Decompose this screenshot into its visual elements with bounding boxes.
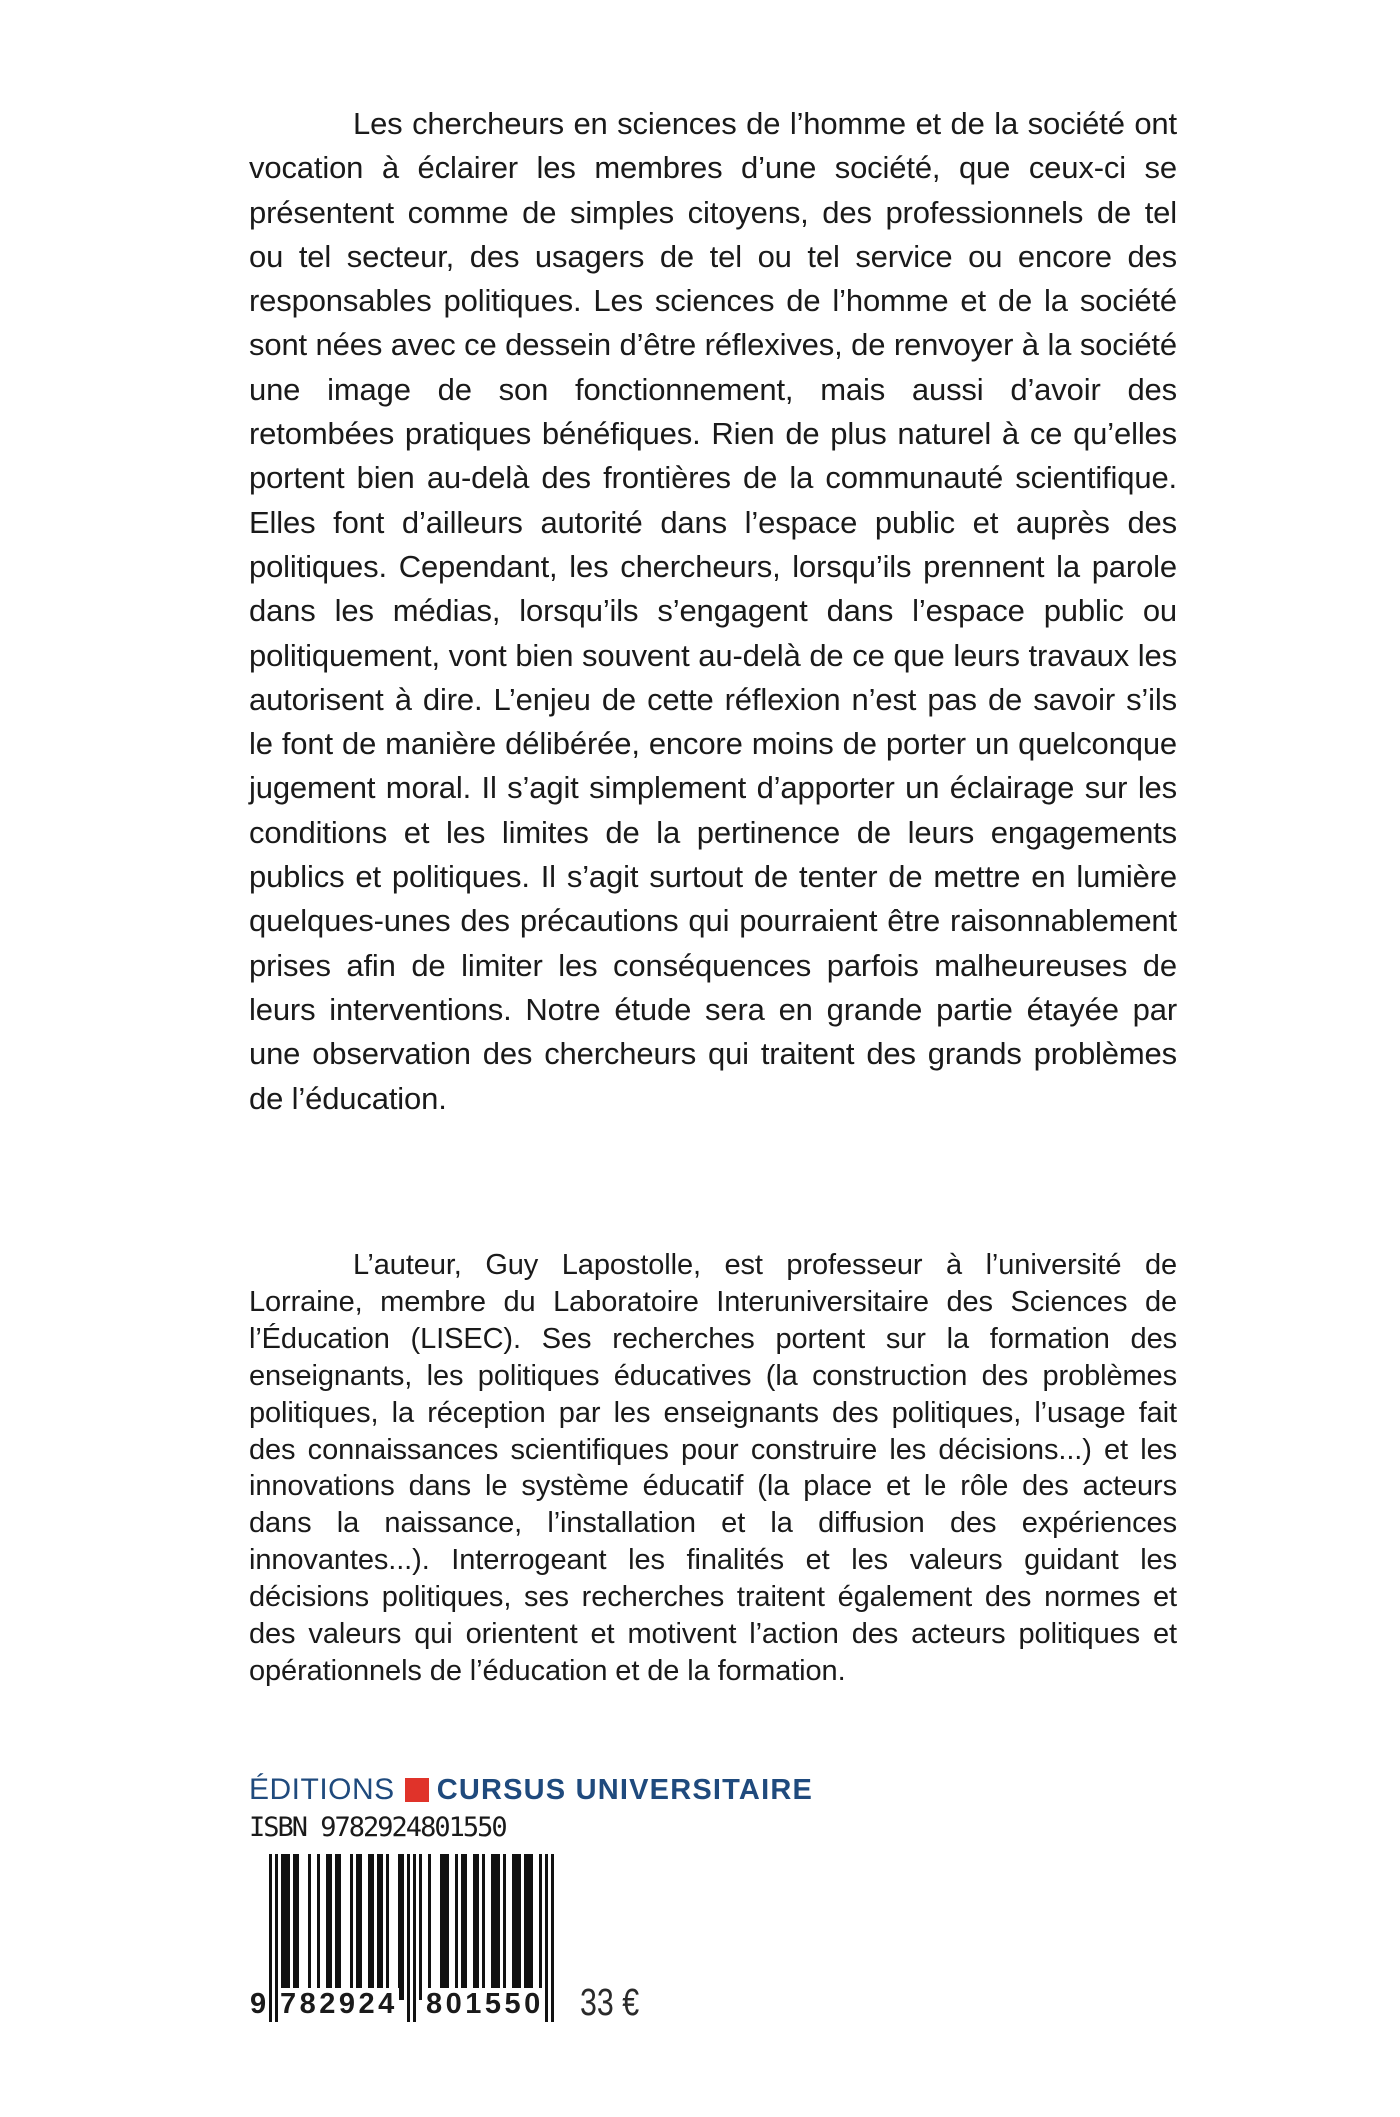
- barcode-bar: [308, 1854, 311, 2000]
- barcode-bar: [515, 1854, 518, 2000]
- barcode-bar: [275, 1854, 278, 2022]
- barcode-bar: [503, 1854, 506, 2000]
- barcode-bar: [371, 1854, 374, 2000]
- barcode-bar: [497, 1854, 500, 2000]
- barcode-bar: [428, 1854, 431, 2000]
- barcode-bar: [491, 1854, 494, 2000]
- barcode-bar: [386, 1854, 389, 2000]
- isbn-label: ISBN 9782924801550: [249, 1812, 506, 1843]
- barcode-lead-digit: 9: [250, 1988, 267, 2020]
- barcode-bar: [527, 1854, 530, 2000]
- barcode-bar: [329, 1854, 332, 2000]
- barcode-bar: [359, 1854, 362, 2000]
- barcode-bar: [476, 1854, 479, 2000]
- barcode-bar: [512, 1854, 515, 2000]
- author-bio-block: [249, 1247, 1177, 1690]
- barcode-bar: [413, 1854, 416, 2022]
- barcode-bar: [398, 1854, 401, 2000]
- barcode-bar: [368, 1854, 371, 2000]
- barcode-bar: [401, 1854, 404, 2000]
- barcode-bar: [281, 1854, 284, 2000]
- publisher-logo: [249, 1770, 813, 1810]
- barcode-bar: [380, 1854, 383, 2000]
- barcode-bar: [284, 1854, 287, 2000]
- barcode-bar: [293, 1854, 296, 2000]
- publisher-red-square-icon: [405, 1778, 429, 1802]
- barcode-bar: [473, 1854, 476, 2000]
- barcode-bar: [461, 1854, 464, 2000]
- author-bio-paragraph: L’auteur, Guy Lapostolle, est professeur à l’université de Lorraine, membre du Laboratoire Interuniversitaire des Sciences de l’Éducation (LISEC). Ses recherches portent sur la formation des enseignants, les politiques éducatives (la construction des problèmes politiques, la réception par les enseignants des politiques, l’usage fait des connaissances scientifiques pour construire les décisions...) et les innovations dans le système éducatif (la place et le rôle des acteurs dans la naissance, l’installation et la diffusion des expériences innovantes...). Interrogeant les finalités et les valeurs guidant les décisions politiques, ses recherches traitent également des normes et des valeurs qui orientent et motivent l’action des acteurs politiques et opérationnels de l’éducation et de la formation.: [249, 1249, 1177, 1687]
- barcode-bar: [518, 1854, 521, 2000]
- barcode-bar: [350, 1854, 353, 2000]
- barcode-bar: [356, 1854, 359, 2000]
- barcode-bar: [455, 1854, 458, 2000]
- barcode-bar: [377, 1854, 380, 2000]
- barcode-bar: [551, 1854, 554, 2022]
- barcode-digit-group-1: 782924: [280, 1988, 398, 2020]
- barcode-bar: [335, 1854, 338, 2000]
- barcode: [249, 1854, 574, 2030]
- barcode-bar: [338, 1854, 341, 2000]
- barcode-bar: [296, 1854, 299, 2000]
- barcode-bar: [287, 1854, 290, 2000]
- barcode-bar: [443, 1854, 446, 2000]
- publisher-name: CURSUS UNIVERSITAIRE: [436, 1773, 814, 1806]
- summary-paragraph: Les chercheurs en sciences de l’homme et de la société ont vocation à éclairer les membres d’une société, que ceux-ci se présentent comme de simples citoyens, des professionnels de tel ou tel secteur, des usagers de tel ou tel service ou encore des responsables politiques. Les sciences de l’homme et de la société sont nées avec ce dessein d’être réflexives, de renvoyer à la société une image de son fonctionnement, mais aussi d’avoir des retombées pratiques bénéfiques. Rien de plus naturel à ce qu’elles portent bien au-delà des frontières de la communauté scientifique. Elles font d’ailleurs autorité dans l’espace public et auprès des politiques. Cependant, les chercheurs, lorsqu’ils prennent la parole dans les médias, lorsqu’ils s’engagent dans l’espace public ou politiquement, vont bien souvent au-delà de ce que leurs travaux les autorisent à dire. L’enjeu de cette réflexion n’est pas de savoir s’ils le font de manière délibérée, encore moins de porter un quelconque jugement moral. Il s’agit simplement d’apporter un éclairage sur les conditions et les limites de la pertinence de leurs engagements publics et politiques. Il s’agit surtout de tenter de mettre en lumière quelques-unes des précautions qui pourraient être raisonnablement prises afin de limiter les conséquences parfois malheureuses de leurs interventions. Notre étude sera en grande partie étayée par une observation des chercheurs qui traitent des grands problèmes de l’éducation.: [249, 106, 1177, 1116]
- publisher-editions-word: ÉDITIONS: [249, 1773, 395, 1806]
- barcode-bar: [539, 1854, 542, 2000]
- summary-text-block: [249, 102, 1177, 1121]
- barcode-bar: [494, 1854, 497, 2000]
- barcode-bar: [530, 1854, 533, 2000]
- barcode-bar: [407, 1854, 410, 2022]
- barcode-bar: [269, 1854, 272, 2022]
- price-label: 33 €: [580, 1982, 640, 2024]
- barcode-bar: [440, 1854, 443, 2000]
- barcode-bar: [419, 1854, 422, 2000]
- barcode-bar: [464, 1854, 467, 2000]
- barcode-bar: [326, 1854, 329, 2000]
- barcode-bar: [482, 1854, 485, 2000]
- barcode-bar: [524, 1854, 527, 2000]
- barcode-bar: [545, 1854, 548, 2022]
- barcode-bar: [317, 1854, 320, 2000]
- barcode-bar: [446, 1854, 449, 2000]
- barcode-digit-group-2: 801550: [426, 1988, 544, 2020]
